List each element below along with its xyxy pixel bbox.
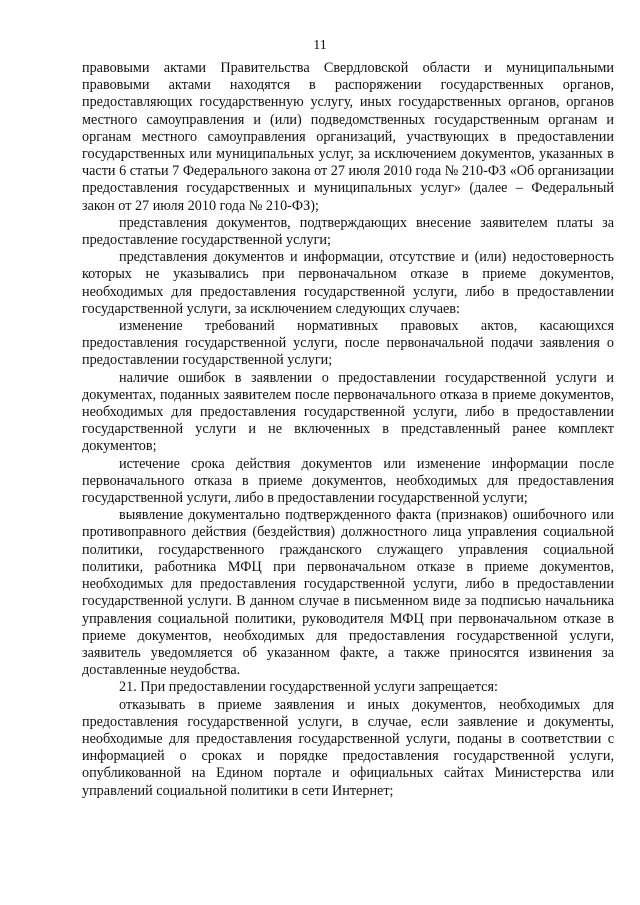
paragraph: изменение требований нормативных правовых актов, касающихся предоставления государственной услуги, после первоначальной подачи заявления о предоставлении государственной услуги; — [82, 318, 614, 369]
paragraph: истечение срока действия документов или изменение информации после первоначального отказа в приеме документов, необходимых для предоставления государственной услуги, либо в предоставлении государственной услуги; — [82, 455, 614, 507]
page-number: 11 — [313, 38, 327, 53]
paragraph: наличие ошибок в заявлении о предоставлении государственной услуги и документах, поданных заявителем после первоначального отказа в приеме документов, необходимых для предоставления государственной услуги, либо в предоставлении государственной услуги и не включенных в представленный ранее комплект документов; — [82, 369, 614, 455]
paragraph: отказывать в приеме заявления и иных документов, необходимых для предоставления государственной услуги, в случае, если заявление и документы, необходимые для предоставления государственной услуги, поданы в соответствии с информацией о сроках и порядке предоставления государственной услуги, опубликованной на Едином портале и официальных сайтах Министерства или управлений социальной политики в сети Интернет; — [82, 696, 614, 799]
paragraph: представления документов, подтверждающих внесение заявителем платы за предоставление государственной услуги; — [82, 214, 614, 249]
paragraph: представления документов и информации, отсутствие и (или) недостоверность которых не указывались при первоначальном отказе в приеме документов, необходимых для предоставления государственной услуги, либо в предоставлении государственной услуги, за исключением следующих случаев: — [82, 249, 614, 317]
paragraph: 21. При предоставлении государственной услуги запрещается: — [119, 679, 498, 696]
document-body — [82, 60, 614, 800]
paragraph: выявление документально подтвержденного факта (признаков) ошибочного или противоправного действия (бездействия) должностного лица управления социальной политики, государственного гражданского служащего управления социальной политики, работника МФЦ при первоначальном отказе в приеме документов, необходимых для предоставления государственной услуги, либо в предоставлении государственной услуги. В данном случае в письменном виде за подписью начальника управления социальной политики, руководителя МФЦ при первоначальном отказе в приеме документов, необходимых для предоставления государственной услуги, заявитель уведомляется об указанном факте, а также приносятся извинения за доставленные неудобства. — [82, 507, 614, 679]
paragraph: правовыми актами Правительства Свердловской области и муниципальными правовыми актами находятся в распоряжении государственных органов, предоставляющих государственную услугу, иных государственных органов, органов местного самоуправления и (или) подведомственных государственным органам и органам местного самоуправления организаций, участвующих в предоставлении государственных или муниципальных услуг, за исключением документов, указанных в части 6 статьи 7 Федерального закона от 27 июля 2010 года № 210-ФЗ «Об организации предоставления государственных и муниципальных услуг» (далее – Федеральный закон от 27 июля 2010 года № 210-ФЗ); — [82, 60, 614, 214]
